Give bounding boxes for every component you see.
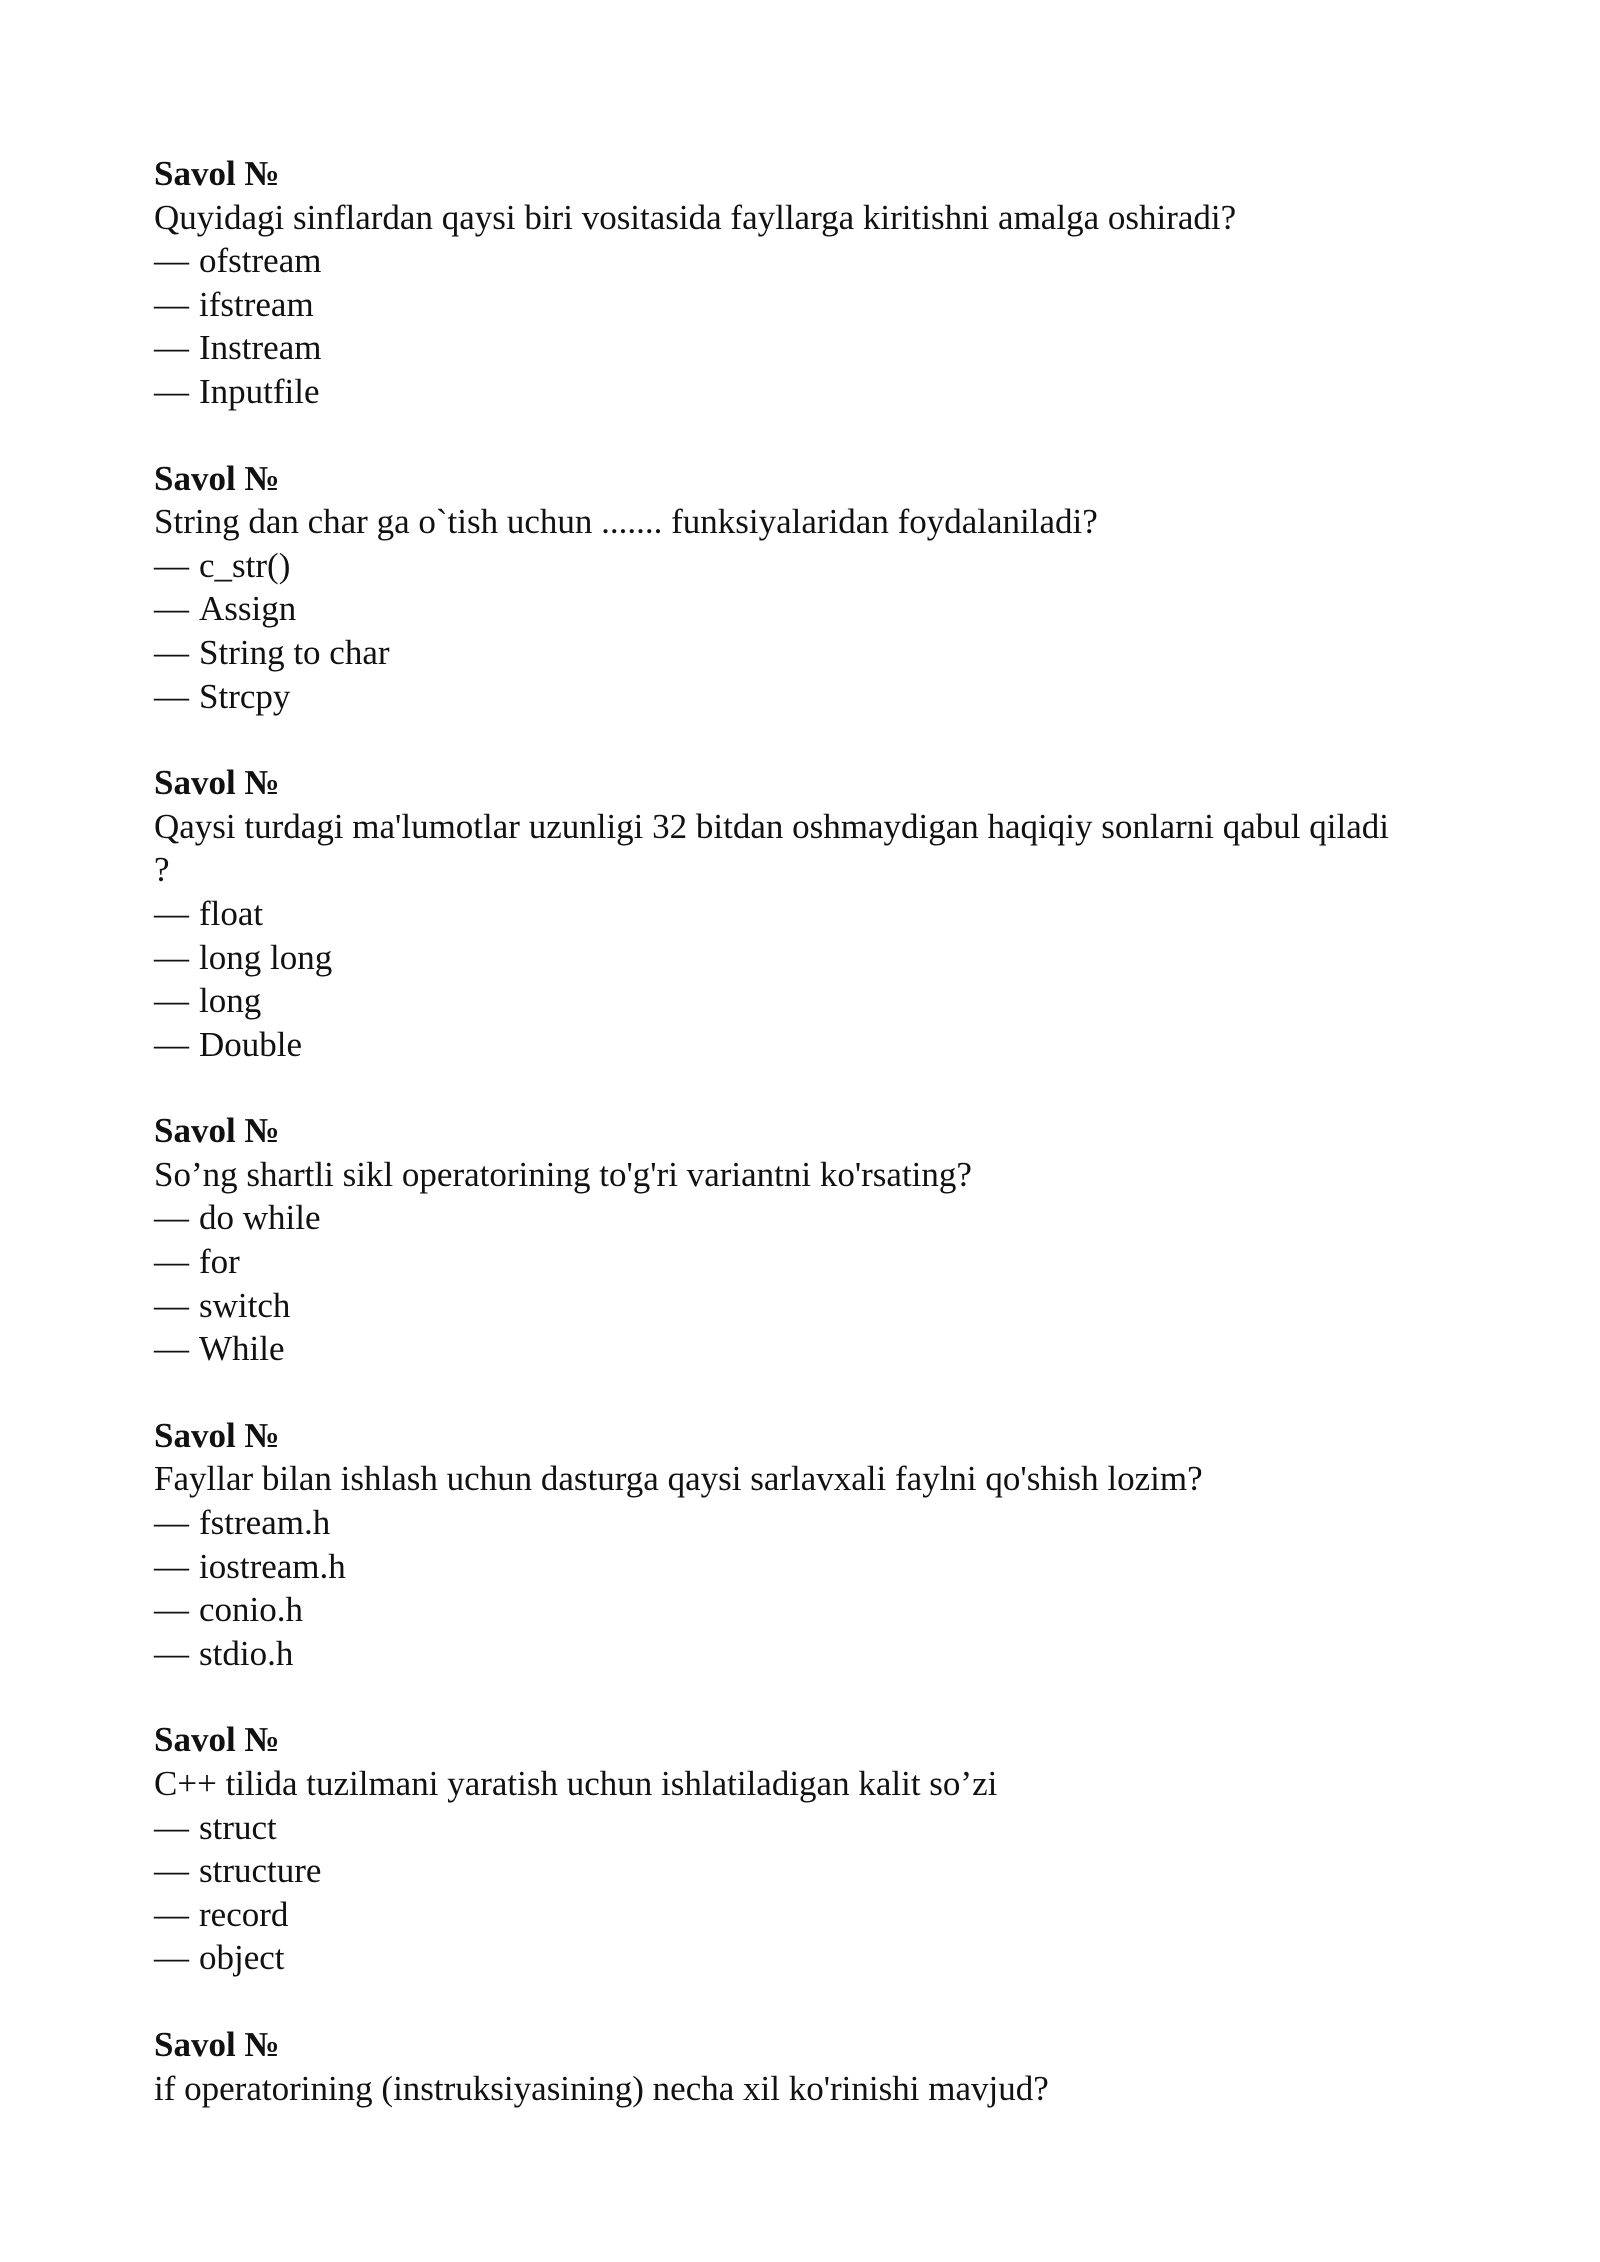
dash-mark: —: [154, 1894, 189, 1934]
question-heading: Savol №: [154, 1720, 280, 1760]
dash-mark: —: [154, 241, 189, 281]
answer-option: [154, 1849, 1454, 1893]
question-heading: Savol №: [154, 2024, 280, 2064]
question-block: [154, 152, 1454, 414]
answer-text: structure: [199, 1851, 322, 1891]
answer-option: [154, 283, 1454, 327]
answer-option: [154, 631, 1454, 675]
dash-mark: —: [154, 1851, 189, 1891]
answer-text: c_str(): [199, 545, 291, 585]
answer-text: String to char: [199, 632, 390, 672]
answer-text: While: [199, 1329, 285, 1369]
question-text: Fayllar bilan ishlash uchun dasturga qaysi sarlavxali faylni qo'shish lozim?: [154, 1459, 1203, 1499]
answer-option: [154, 979, 1454, 1023]
answer-option: [154, 370, 1454, 414]
answer-text: Instream: [199, 328, 322, 368]
answer-option: [154, 1545, 1454, 1589]
answer-option: [154, 1893, 1454, 1937]
answer-option: [154, 936, 1454, 980]
dash-mark: —: [154, 1633, 189, 1673]
dash-mark: —: [154, 1807, 189, 1847]
answer-option: [154, 1501, 1454, 1545]
answer-text: struct: [199, 1807, 277, 1847]
question-heading: Savol №: [154, 1111, 280, 1151]
answer-option: [154, 1806, 1454, 1850]
dash-mark: —: [154, 1546, 189, 1586]
answer-text: fstream.h: [199, 1503, 331, 1543]
answer-option: [154, 544, 1454, 588]
dash-mark: —: [154, 371, 189, 411]
answer-option: [154, 1284, 1454, 1328]
dash-mark: —: [154, 937, 189, 977]
question-text: Qaysi turdagi ma'lumotlar uzunligi 32 bitdan oshmaydigan haqiqiy sonlarni qabul qiladi ?: [154, 806, 1389, 890]
answer-text: record: [199, 1894, 289, 1934]
dash-mark: —: [154, 1329, 189, 1369]
answer-text: iostream.h: [199, 1546, 346, 1586]
answer-text: ofstream: [199, 241, 322, 281]
question-text: String dan char ga o`tish uchun ....... funksiyalaridan foydalaniladi?: [154, 502, 1098, 542]
answer-text: Double: [199, 1024, 303, 1064]
dash-mark: —: [154, 1024, 189, 1064]
answer-option: [154, 1196, 1454, 1240]
dash-mark: —: [154, 1938, 189, 1978]
question-heading: Savol №: [154, 458, 280, 498]
question-heading: Savol №: [154, 763, 280, 803]
answer-option: [154, 1023, 1454, 1067]
answer-text: long: [199, 981, 262, 1021]
answer-option: [154, 239, 1454, 283]
dash-mark: —: [154, 893, 189, 933]
dash-mark: —: [154, 284, 189, 324]
question-block: [154, 761, 1454, 1066]
question-block: [154, 1109, 1454, 1371]
answer-text: float: [199, 893, 264, 933]
dash-mark: —: [154, 1503, 189, 1543]
answer-option: [154, 1327, 1454, 1371]
answer-text: Assign: [199, 589, 297, 629]
answer-text: object: [199, 1938, 285, 1978]
question-text: Quyidagi sinflardan qaysi biri vositasida fayllarga kiritishni amalga oshiradi?: [154, 197, 1237, 237]
dash-mark: —: [154, 1242, 189, 1282]
answer-option: [154, 326, 1454, 370]
dash-mark: —: [154, 1198, 189, 1238]
question-block: [154, 1718, 1454, 1980]
dash-mark: —: [154, 589, 189, 629]
answer-text: long long: [199, 937, 333, 977]
answer-text: for: [199, 1242, 240, 1282]
question-block: [154, 2023, 1454, 2110]
answer-text: stdio.h: [199, 1633, 294, 1673]
question-text: if operatorining (instruksiyasining) necha xil ko'rinishi mavjud?: [154, 2068, 1049, 2108]
question-heading: Savol №: [154, 1415, 280, 1455]
answer-text: Inputfile: [199, 371, 320, 411]
answer-text: switch: [199, 1285, 291, 1325]
answer-option: [154, 675, 1454, 719]
answer-option: [154, 892, 1454, 936]
dash-mark: —: [154, 1285, 189, 1325]
question-block: [154, 1414, 1454, 1676]
answer-option: [154, 587, 1454, 631]
answer-text: do while: [199, 1198, 321, 1238]
dash-mark: —: [154, 1590, 189, 1630]
answer-option: [154, 1632, 1454, 1676]
dash-mark: —: [154, 676, 189, 716]
dash-mark: —: [154, 328, 189, 368]
answer-text: Strcpy: [199, 676, 291, 716]
question-text: C++ tilida tuzilmani yaratish uchun ishlatiladigan kalit so’zi: [154, 1764, 998, 1803]
answer-text: conio.h: [199, 1590, 304, 1630]
question-block: [154, 457, 1454, 719]
answer-option: [154, 1936, 1454, 1980]
question-text: So’ng shartli sikl operatorining to'g'ri variantni ko'rsating?: [154, 1154, 972, 1194]
answer-option: [154, 1240, 1454, 1284]
document-page: [154, 152, 1454, 2153]
dash-mark: —: [154, 632, 189, 672]
answer-text: ifstream: [199, 284, 314, 324]
question-heading: Savol №: [154, 154, 280, 193]
answer-option: [154, 1588, 1454, 1632]
dash-mark: —: [154, 545, 189, 585]
dash-mark: —: [154, 981, 189, 1021]
